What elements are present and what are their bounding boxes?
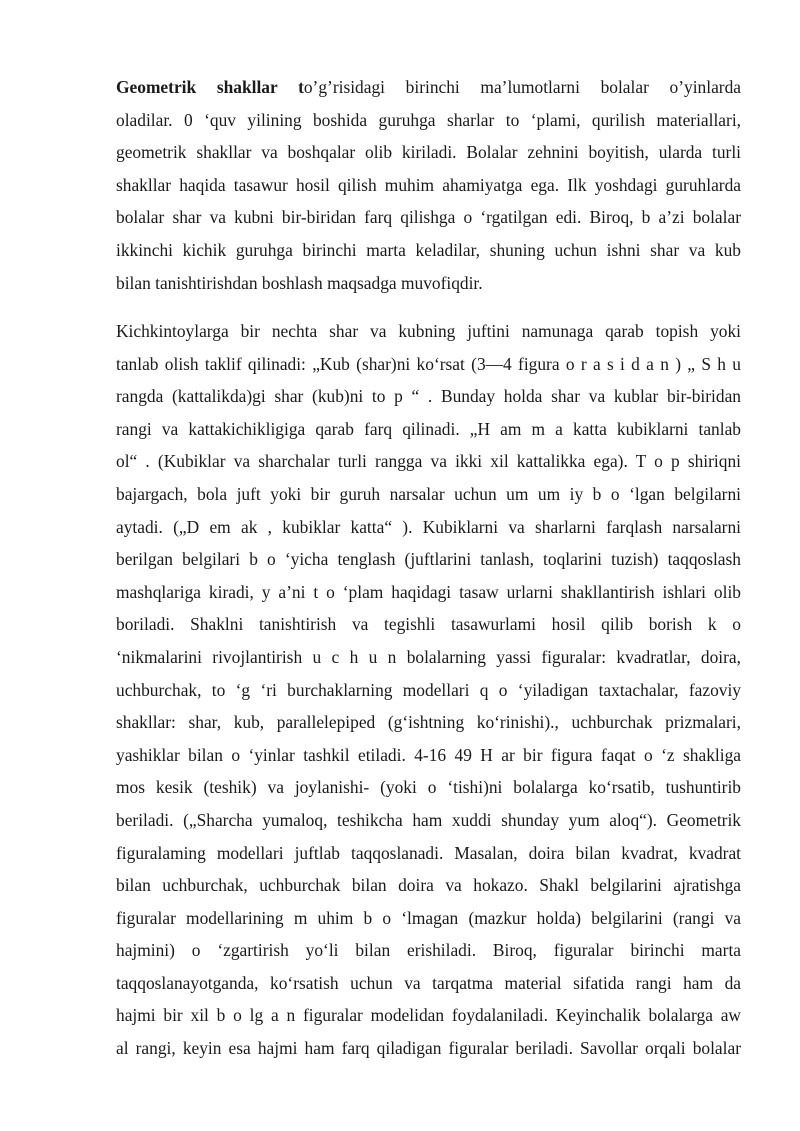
text-line: taqqoslanayotganda, ko‘rsatish uchun va tarqatma material sifatida rangi ham da — [116, 972, 741, 993]
text-line: aytadi. („D em ak , kubiklar katta“ ). Kubiklarni va sharlarni farqlash narsalarni — [116, 516, 741, 537]
text-line: geometrik shakllar va boshqalar olib kiriladi. Bolalar zehnini boyitish, ularda turli — [116, 142, 741, 163]
text-line: oladilar. 0 ‘quv yilining boshida guruhga sharlar to ‘plami, qurilish materiallari, — [116, 109, 741, 130]
text-line: bilan tanishtirishdan boshlash maqsadga muvofiqdir. — [116, 272, 483, 293]
text-line: al rangi, keyin esa hajmi ham farq qiladigan figuralar beriladi. Savollar orqali bolalar — [116, 1038, 741, 1059]
text-line: rangi va kattakichikligiga qarab farq qilinadi. „H am m a katta kubiklarni tanlab — [116, 418, 741, 439]
text-line: Kichkintoylarga bir nechta shar va kubning juftini namunaga qarab topish yoki — [116, 321, 741, 341]
text-line: ol“ . (Kubiklar va sharchalar turli rangga va ikki xil kattalikka ega). T o p shiriqni — [116, 451, 741, 472]
bold-heading-term: Geometrik shakllar t — [116, 77, 304, 97]
text-line: bilan uchburchak, uchburchak bilan doira va hokazo. Shakl belgilarini ajratishga — [116, 875, 741, 896]
paragraph-1 — [116, 71, 741, 299]
first-line-text: o’g’risidagi birinchi ma’lumotlarni bolalar o’yinlarda — [303, 77, 741, 97]
text-line: hajmi bir xil b o lg a n figuralar modelidan foydalaniladi. Keyinchalik bolalarga aw — [116, 1005, 741, 1026]
text-line: uchburchak, to ‘g ‘ri burchaklarning modellari q o ‘yiladigan taxtachalar, fazoviy — [116, 679, 741, 700]
text-line: ikkinchi kichik guruhga birinchi marta keladilar, shuning uchun ishni shar va kub — [116, 239, 741, 260]
text-line: bolalar shar va kubni bir-biridan farq qilishga o ‘rgatilgan edi. Biroq, b a’zi bolalar — [116, 207, 741, 228]
text-line: mashqlariga kiradi, y a’ni t o ‘plam haqidagi tasaw urlarni shakllantirish ishlari olib — [116, 581, 741, 602]
text-line: berilgan belgilari b o ‘yicha tenglash (juftlarini tanlash, toqlarini tuzish) taqqoslash — [116, 549, 741, 570]
text-line: bajargach, bola juft yoki bir guruh narsalar uchun um um iy b o ‘lgan belgilarni — [116, 483, 741, 504]
paragraph-1-first-line — [116, 71, 741, 104]
text-line: tanlab olish taklif qilinadi: „Kub (shar)ni ko‘rsat (3—4 figura o r a s i d a n ) „ S h u — [116, 353, 741, 374]
text-line: hajmini) o ‘zgartirish yo‘li bilan erishiladi. Biroq, figuralar birinchi marta — [116, 940, 741, 961]
text-line: shakllar haqida tasawur hosil qilish muhim ahamiyatga ega. Ilk yoshdagi guruhlarda — [116, 174, 741, 195]
text-line: yashiklar bilan o ‘yinlar tashkil etiladi. 4-16 49 H ar bir figura faqat o ‘z shakliga — [116, 744, 741, 765]
text-line: figuralar modellarining m uhim b o ‘lmagan (mazkur holda) belgilarini (rangi va — [116, 907, 741, 928]
text-line: ‘nikmalarini rivojlantirish u c h u n bolalarning yassi figuralar: kvadratlar, doira, — [116, 646, 741, 667]
text-line: rangda (kattalikda)gi shar (kub)ni to p “ . Bunday holda shar va kublar bir-biridan — [116, 386, 741, 407]
paragraph-2 — [116, 315, 741, 1065]
text-line: figuralaming modellari juftlab taqqoslanadi. Masalan, doira bilan kvadrat, kvadrat — [116, 842, 741, 863]
text-line: mos kesik (teshik) va joylanishi- (yoki o ‘tishi)ni bolalarga ko‘rsatib, tushuntirib — [116, 777, 741, 798]
text-line: beriladi. („Sharcha yumaloq, teshikcha ham xuddi shunday yum aloq“). Geometrik — [116, 809, 741, 830]
paragraph-2-lines — [116, 315, 741, 1065]
text-line: shakllar: shar, kub, parallelepiped (g‘ishtning ko‘rinishi)., uchburchak prizmalari, — [116, 712, 741, 733]
text-line: boriladi. Shaklni tanishtirish va tegishli tasawurlami hosil qilib borish k o — [116, 614, 741, 635]
paragraph-1-lines — [116, 104, 741, 300]
